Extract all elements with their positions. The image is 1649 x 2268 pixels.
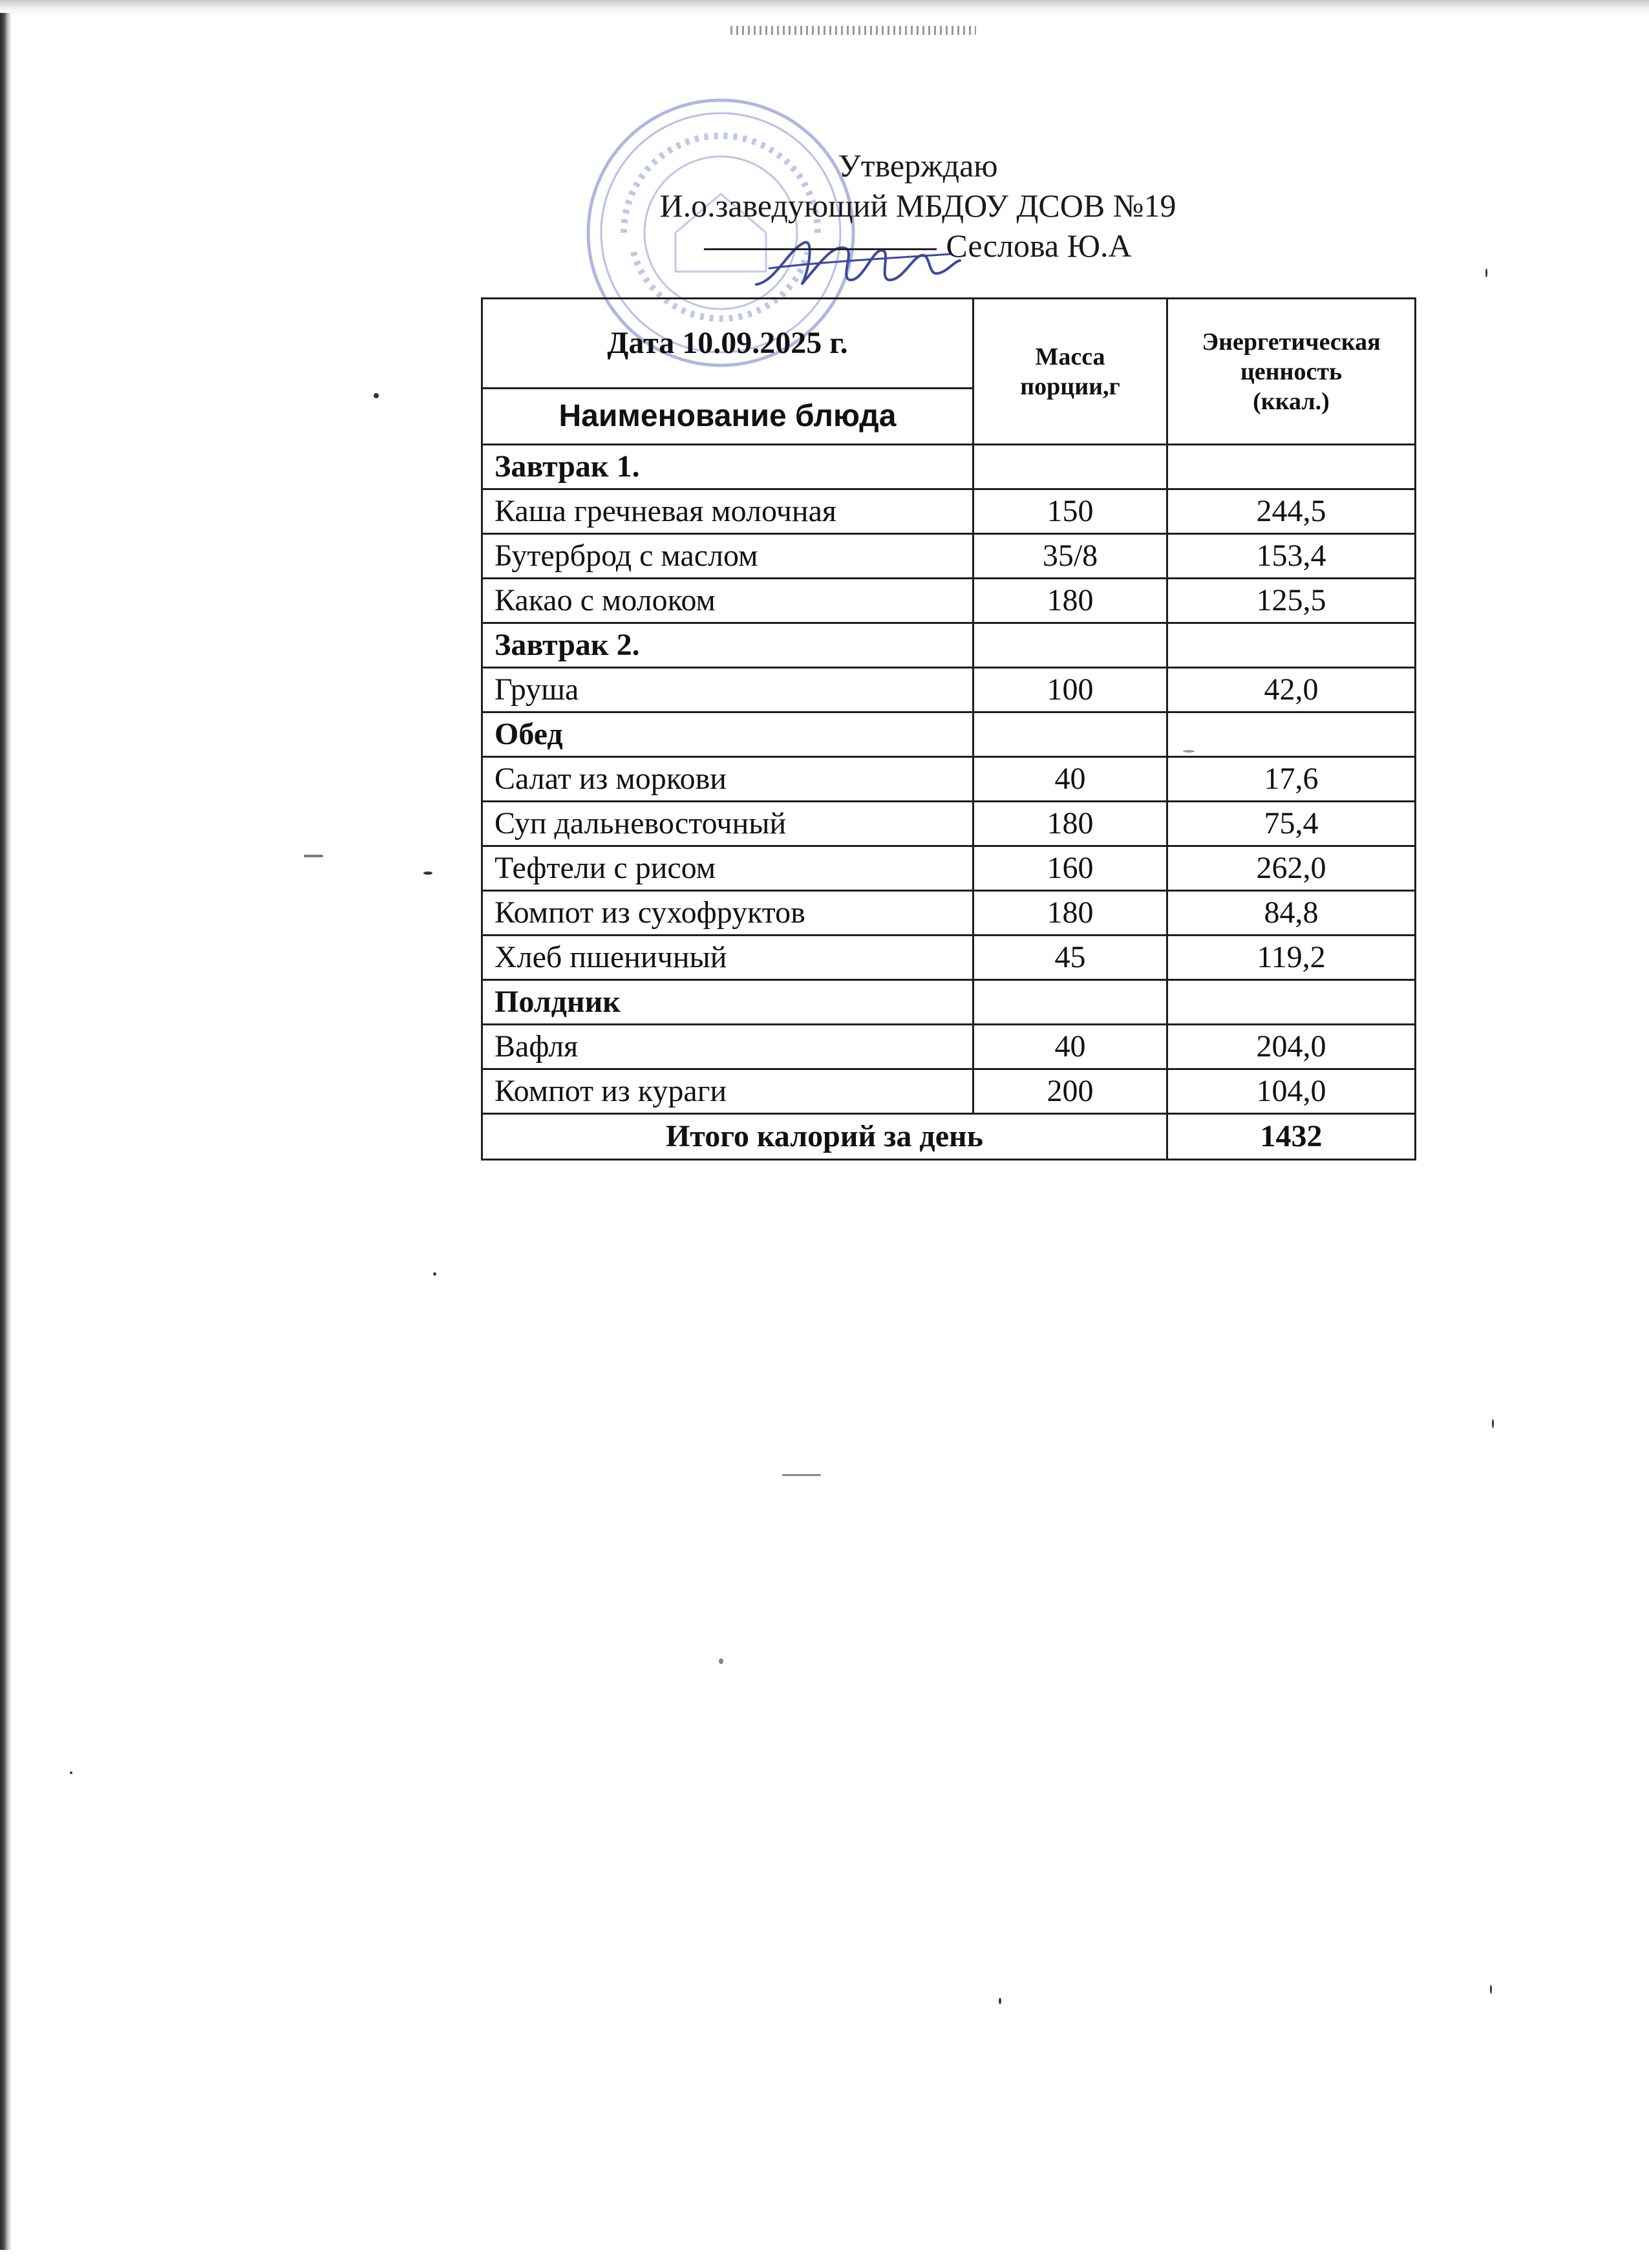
mass-cell (973, 712, 1167, 757)
energy-cell (1167, 712, 1416, 757)
meal-title: Полдник (482, 980, 973, 1025)
energy-header-line2: ценность (1240, 358, 1343, 385)
energy-cell (1167, 623, 1416, 668)
scan-speck (999, 1998, 1001, 2004)
energy-cell: 42,0 (1167, 668, 1416, 712)
dish-name: Суп дальневосточный (482, 802, 973, 846)
dish-row (482, 891, 1416, 936)
energy-cell (1167, 980, 1416, 1025)
total-row (482, 1114, 1416, 1160)
dish-name: Вафля (482, 1025, 973, 1069)
scan-speck (1492, 1419, 1494, 1428)
meal-title: Обед (482, 712, 973, 757)
meal-row-lunch (482, 712, 1416, 757)
approval-signer: Сеслова Ю.А (946, 228, 1132, 264)
mass-cell: 180 (973, 802, 1167, 846)
energy-cell: 17,6 (1167, 757, 1416, 802)
mass-cell: 45 (973, 936, 1167, 980)
energy-cell: 104,0 (1167, 1069, 1416, 1114)
scan-speck (1485, 268, 1487, 277)
energy-cell: 119,2 (1167, 936, 1416, 980)
total-label: Итого калорий за день (482, 1114, 1167, 1160)
mass-cell (973, 623, 1167, 668)
mass-cell: 180 (973, 579, 1167, 623)
scan-speck (374, 393, 379, 398)
mass-cell: 150 (973, 489, 1167, 534)
dish-name: Тефтели с рисом (482, 846, 973, 891)
dish-row (482, 846, 1416, 891)
dish-name: Каша гречневая молочная (482, 489, 973, 534)
energy-cell: 84,8 (1167, 891, 1416, 936)
scan-speck (1490, 1985, 1492, 1994)
total-value: 1432 (1167, 1114, 1416, 1160)
energy-cell: 204,0 (1167, 1025, 1416, 1069)
energy-cell: 75,4 (1167, 802, 1416, 846)
scan-speck (70, 1771, 72, 1774)
dish-name-header: Наименование блюда (482, 389, 973, 445)
mass-cell: 200 (973, 1069, 1167, 1114)
energy-cell: 262,0 (1167, 846, 1416, 891)
dish-name: Компот из кураги (482, 1069, 973, 1114)
dish-row (482, 579, 1416, 623)
energy-cell: 153,4 (1167, 534, 1416, 579)
date-header: Дата 10.09.2025 г. (482, 299, 973, 389)
meal-row-breakfast-2 (482, 623, 1416, 668)
scan-speck (719, 1658, 723, 1664)
meal-row-afternoon-snack (482, 980, 1416, 1025)
scan-speck (433, 1272, 436, 1276)
dish-row (482, 534, 1416, 579)
dish-name: Бутерброд с маслом (482, 534, 973, 579)
scan-top-edge (0, 0, 1649, 16)
dish-row (482, 802, 1416, 846)
mass-cell (973, 980, 1167, 1025)
mass-header-line1: Масса (1035, 343, 1105, 370)
approval-block (556, 145, 1280, 266)
mass-header (973, 299, 1167, 445)
mass-cell (973, 445, 1167, 489)
dish-name: Хлеб пшеничный (482, 936, 973, 980)
meal-row-breakfast-1 (482, 445, 1416, 489)
energy-cell (1167, 445, 1416, 489)
dish-name: Груша (482, 668, 973, 712)
scan-speck (1183, 750, 1195, 753)
dish-row (482, 1025, 1416, 1069)
dish-row (482, 668, 1416, 712)
dish-name: Салат из моркови (482, 757, 973, 802)
dish-name: Какао с молоком (482, 579, 973, 623)
mass-cell: 35/8 (973, 534, 1167, 579)
meal-title: Завтрак 1. (482, 445, 973, 489)
approval-signature-line (556, 226, 1280, 266)
dish-row (482, 489, 1416, 534)
dish-name: Компот из сухофруктов (482, 891, 973, 936)
approval-title: Утверждаю (838, 147, 998, 184)
mass-header-line2: порции,г (1020, 372, 1120, 400)
mass-cell: 40 (973, 1025, 1167, 1069)
mass-cell: 100 (973, 668, 1167, 712)
mass-cell: 40 (973, 757, 1167, 802)
energy-cell: 125,5 (1167, 579, 1416, 623)
dish-row (482, 936, 1416, 980)
energy-cell: 244,5 (1167, 489, 1416, 534)
approval-position: И.о.заведующий МБДОУ ДСОВ №19 (659, 187, 1176, 224)
meal-title: Завтрак 2. (482, 623, 973, 668)
scan-speck (423, 872, 432, 875)
mass-cell: 180 (973, 891, 1167, 936)
energy-header-line1: Энергетическая (1202, 328, 1381, 356)
menu-table (481, 297, 1416, 1161)
mass-cell: 160 (973, 846, 1167, 891)
energy-header-line3: (ккал.) (1253, 387, 1330, 415)
scan-speck (782, 1474, 821, 1476)
scan-left-edge (0, 13, 12, 2250)
dish-row (482, 757, 1416, 802)
energy-header (1167, 299, 1416, 445)
scan-speck (304, 855, 323, 857)
dish-row (482, 1069, 1416, 1114)
signature-blank (704, 248, 937, 250)
scan-speck (730, 26, 976, 35)
